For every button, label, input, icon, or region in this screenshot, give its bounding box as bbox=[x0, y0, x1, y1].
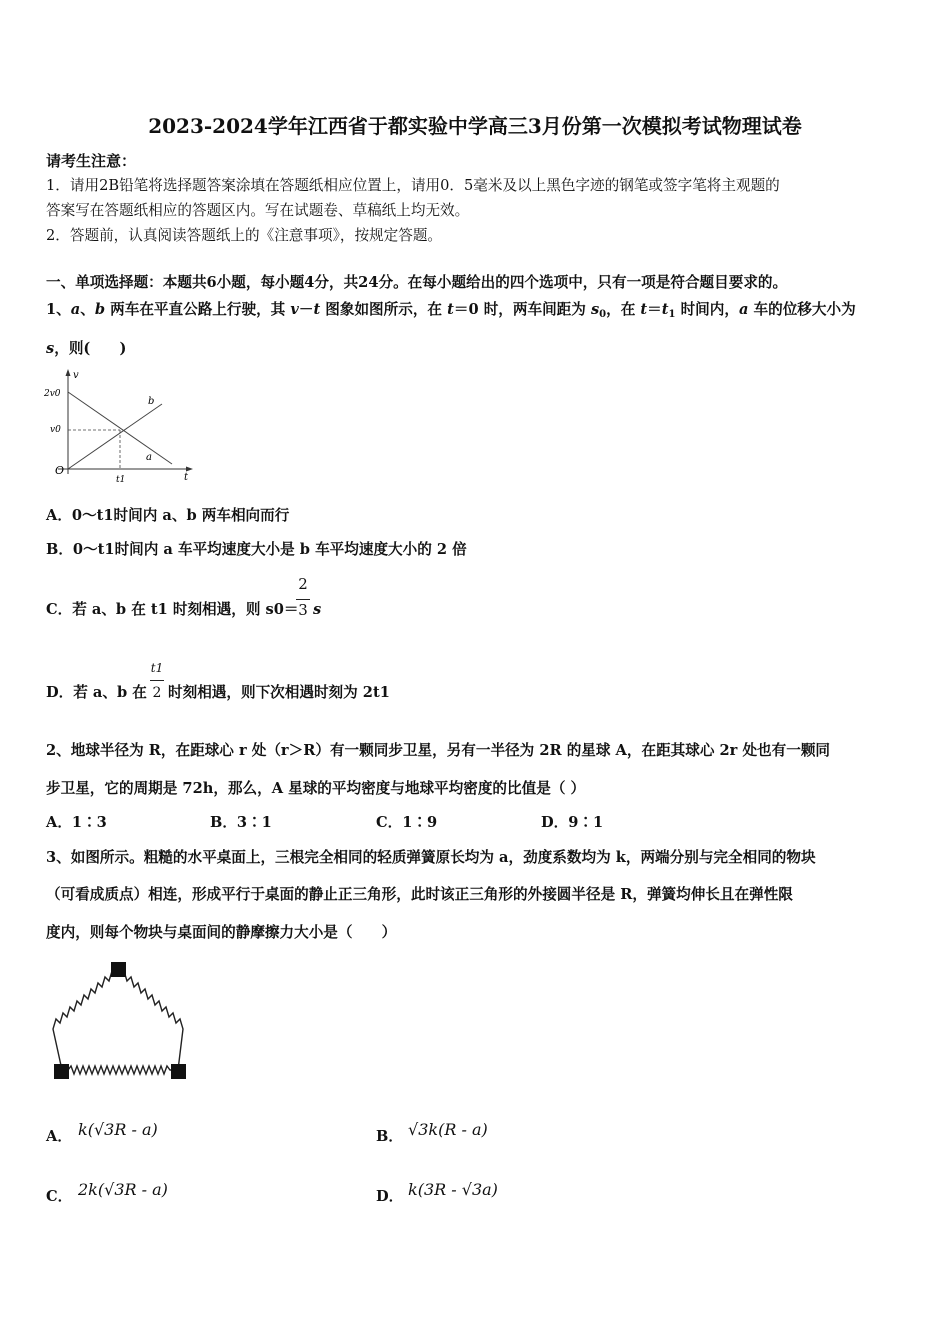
q3-option-d-formula: k(3R - √3a) bbox=[408, 1180, 498, 1199]
q3-option-c-label: C． bbox=[46, 1188, 73, 1205]
q1-option-a[interactable]: A．0～t1时间内 a、b 两车相向而行 bbox=[46, 507, 290, 524]
q1-option-d-fraction bbox=[150, 662, 164, 706]
fraction-denominator: 3 bbox=[298, 601, 308, 619]
q1-option-c-end: s bbox=[313, 601, 322, 618]
notice-line-1: 1．请用2B铅笔将选择题答案涂填在答题纸相应位置上，请用0．5毫米及以上黑色字迹的钢笔或签字笔将主观题的 bbox=[46, 177, 780, 194]
q1-option-d-text-2: 时刻相遇，则下次相遇时刻为 2t1 bbox=[168, 684, 390, 701]
q1-stem: 1、a、b 两车在平直公路上行驶，其 v－t 图象如图所示，在 t＝0 时，两车间距为 $s_0$，在 $t=t_1$ 时间内，a 车的位移大小为 bbox=[46, 301, 856, 320]
notice-heading: 请考生注意： bbox=[46, 152, 137, 170]
block-right bbox=[171, 1064, 186, 1079]
q3-option-d-label: D． bbox=[376, 1188, 404, 1205]
notice-line-3: 2．答题前，认真阅读答题纸上的《注意事项》，按规定答题。 bbox=[46, 227, 443, 244]
q3-spring-triangle-diagram bbox=[48, 958, 193, 1086]
fraction-numerator: 2 bbox=[298, 575, 308, 593]
block-left bbox=[54, 1064, 69, 1079]
fraction-denominator: 2 bbox=[152, 685, 162, 701]
q1-option-b[interactable]: B．0～t1时间内 a 车平均速度大小是 b 车平均速度大小的 2 倍 bbox=[46, 541, 467, 558]
q2-option-c[interactable]: C．1∶9 bbox=[376, 814, 438, 831]
tick-t1: t1 bbox=[116, 475, 126, 485]
q3-option-c-formula: 2k(√3R - a) bbox=[78, 1180, 168, 1199]
section-heading: 一、单项选择题：本题共6小题，每小题4分，共24分。在每小题给出的四个选项中，只有一项是符合题目要求的。 bbox=[46, 274, 788, 291]
notice-line-2: 答案写在答题纸相应的答题区内。写在试题卷、草稿纸上均无效。 bbox=[46, 202, 470, 219]
y-axis-arrow-icon bbox=[66, 369, 71, 376]
q3-option-a-formula: k(√3R - a) bbox=[78, 1120, 158, 1139]
x-axis-arrow-icon bbox=[186, 467, 193, 472]
q3-stem-line-1: 3、如图所示。粗糙的水平桌面上，三根完全相同的轻质弹簧原长均为 a，劲度系数均为 k，两端分别与完全相同的物块 bbox=[46, 849, 816, 866]
tick-v0: v0 bbox=[50, 425, 61, 435]
q2-stem-line-2: 步卫星，它的周期是 72h，那么，A 星球的平均密度与地球平均密度的比值是（ ） bbox=[46, 780, 586, 797]
q1-option-d-text-1: D．若 a、b 在 bbox=[46, 684, 147, 701]
line-a bbox=[68, 392, 172, 464]
q3-option-b-formula: √3k(R - a) bbox=[408, 1120, 488, 1139]
fraction-bar bbox=[296, 599, 310, 600]
spring-left bbox=[53, 970, 118, 1070]
label-b: b bbox=[148, 396, 155, 407]
q2-option-b[interactable]: B．3∶1 bbox=[210, 814, 272, 831]
q1-option-c-fraction bbox=[296, 577, 310, 623]
label-a: a bbox=[146, 452, 152, 463]
y-axis-label: v bbox=[73, 370, 79, 381]
fraction-numerator: t1 bbox=[150, 661, 164, 675]
q2-option-a[interactable]: A．1∶3 bbox=[46, 814, 107, 831]
spring-right bbox=[118, 970, 183, 1070]
q1-vt-graph bbox=[40, 366, 200, 486]
q2-option-d[interactable]: D．9∶1 bbox=[541, 814, 604, 831]
fraction-bar bbox=[150, 680, 164, 681]
page-title: 2023-2024学年江西省于都实验中学高三3月份第一次模拟考试物理试卷 bbox=[148, 114, 802, 138]
x-axis-label: t bbox=[184, 472, 189, 483]
q1-option-c-text: C．若 a、b 在 t1 时刻相遇，则 s0＝ bbox=[46, 601, 299, 618]
origin-label: O bbox=[55, 464, 65, 477]
block-top bbox=[111, 962, 126, 977]
q3-option-b-label: B． bbox=[376, 1128, 403, 1145]
q3-option-a-label: A． bbox=[46, 1128, 72, 1145]
spring-bottom bbox=[62, 1066, 178, 1074]
q1-stem-line-2: s，则( ) bbox=[46, 340, 127, 357]
tick-2v0: 2v0 bbox=[44, 389, 61, 399]
q3-stem-line-2: （可看成质点）相连，形成平行于桌面的静止正三角形，此时该正三角形的外接圆半径是 R，弹簧均伸长且在弹性限 bbox=[46, 886, 793, 903]
q2-stem-line-1: 2、地球半径为 R，在距球心 r 处（r＞R）有一颗同步卫星，另有一半径为 2R 的星球 A，在距其球心 2r 处也有一颗同 bbox=[46, 742, 831, 759]
q3-stem-line-3: 度内，则每个物块与桌面间的静摩擦力大小是（ ） bbox=[46, 924, 397, 941]
